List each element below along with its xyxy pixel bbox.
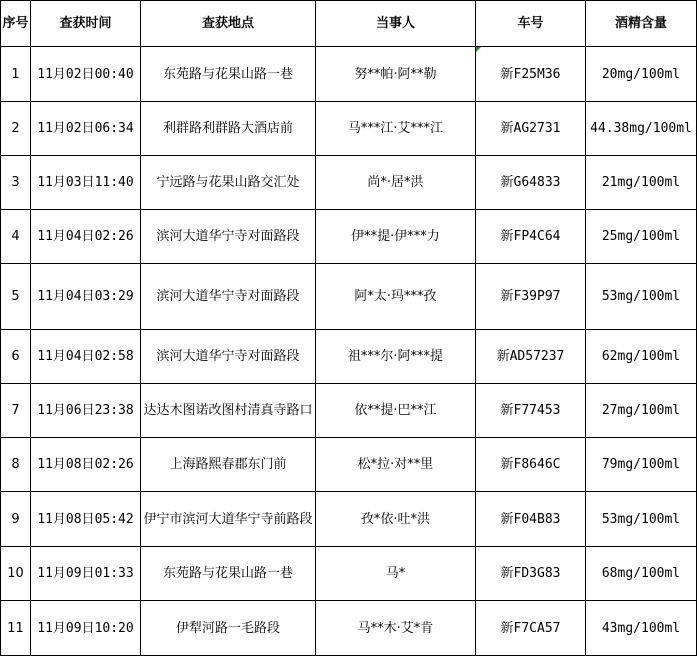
cell-plate: 新F04B83: [476, 492, 586, 547]
cell-time: 11月03日11:40: [31, 156, 141, 210]
cell-person: 马***江·艾***江: [316, 102, 476, 156]
cell-index: 4: [1, 210, 31, 264]
cell-person: 伊**提·伊***力: [316, 210, 476, 264]
cell-alcohol: 25mg/100ml: [586, 210, 697, 264]
table-row: [1, 547, 697, 601]
header-index: 序号: [1, 1, 31, 47]
cell-time: 11月04日02:26: [31, 210, 141, 264]
header-plate: 车号: [476, 1, 586, 47]
table-row: [1, 384, 697, 438]
cell-location: 伊犁河路一毛路段: [141, 601, 316, 656]
cell-alcohol: 53mg/100ml: [586, 264, 697, 330]
cell-time: 11月08日02:26: [31, 438, 141, 492]
cell-alcohol: 27mg/100ml: [586, 384, 697, 438]
cell-index: 11: [1, 601, 31, 656]
cell-person: 孜*依·吐*洪: [316, 492, 476, 547]
cell-index: 10: [1, 547, 31, 601]
cell-location: 上海路熙春郡东门前: [141, 438, 316, 492]
cell-alcohol: 53mg/100ml: [586, 492, 697, 547]
cell-alcohol: 79mg/100ml: [586, 438, 697, 492]
cell-location: 滨河大道华宁寺对面路段: [141, 330, 316, 384]
table-row: [1, 330, 697, 384]
cell-plate: 新FP4C64: [476, 210, 586, 264]
cell-plate-text: 新F25M36: [500, 66, 561, 82]
table-row: [1, 438, 697, 492]
cell-time: 11月09日10:20: [31, 601, 141, 656]
cell-location: 达达木图诺改图村清真寺路口: [141, 384, 316, 438]
cell-location: 利群路利群路大酒店前: [141, 102, 316, 156]
cell-index: 2: [1, 102, 31, 156]
cell-plate: 新G64833: [476, 156, 586, 210]
cell-plate: 新AD57237: [476, 330, 586, 384]
cell-plate: 新F7CA57: [476, 601, 586, 656]
cell-index: 1: [1, 47, 31, 102]
cell-location: 滨河大道华宁寺对面路段: [141, 264, 316, 330]
cell-location: 东苑路与花果山路一巷: [141, 547, 316, 601]
cell-time: 11月04日03:29: [31, 264, 141, 330]
cell-alcohol: 62mg/100ml: [586, 330, 697, 384]
cell-index: 9: [1, 492, 31, 547]
cell-corner-marker: [476, 47, 481, 52]
cell-person: 松*拉·对**里: [316, 438, 476, 492]
header-alcohol: 酒精含量: [586, 1, 697, 47]
table-row: [1, 47, 697, 102]
cell-index: 7: [1, 384, 31, 438]
cell-location: 东苑路与花果山路一巷: [141, 47, 316, 102]
cell-time: 11月09日01:33: [31, 547, 141, 601]
cell-person: 努**帕·阿**勒: [316, 47, 476, 102]
cell-person: 马*: [316, 547, 476, 601]
cell-person: 尚*·居*洪: [316, 156, 476, 210]
table-row: [1, 210, 697, 264]
cell-plate: 新FD3G83: [476, 547, 586, 601]
table-row: [1, 264, 697, 330]
cell-plate: 新AG2731: [476, 102, 586, 156]
table-row: [1, 102, 697, 156]
header-person: 当事人: [316, 1, 476, 47]
cell-alcohol: 21mg/100ml: [586, 156, 697, 210]
cell-index: 3: [1, 156, 31, 210]
table-row: [1, 601, 697, 656]
cell-location: 伊宁市滨河大道华宁寺前路段: [141, 492, 316, 547]
header-location: 查获地点: [141, 1, 316, 47]
table-row: [1, 492, 697, 547]
cell-time: 11月06日23:38: [31, 384, 141, 438]
table-row: [1, 156, 697, 210]
header-row: [1, 1, 697, 47]
cell-index: 8: [1, 438, 31, 492]
cell-person: 马**木·艾*肯: [316, 601, 476, 656]
cell-alcohol: 20mg/100ml: [586, 47, 697, 102]
cell-person: 依**提·巴**江: [316, 384, 476, 438]
cell-location: 滨河大道华宁寺对面路段: [141, 210, 316, 264]
cell-alcohol: 44.38mg/100ml: [586, 102, 697, 156]
cell-time: 11月04日02:58: [31, 330, 141, 384]
cell-location: 宁远路与花果山路交汇处: [141, 156, 316, 210]
cell-person: 祖***尔·阿***提: [316, 330, 476, 384]
cell-plate: [476, 47, 586, 102]
cell-plate: 新F39P97: [476, 264, 586, 330]
cell-alcohol: 68mg/100ml: [586, 547, 697, 601]
cell-plate: 新F8646C: [476, 438, 586, 492]
cell-time: 11月02日00:40: [31, 47, 141, 102]
cell-time: 11月02日06:34: [31, 102, 141, 156]
cell-index: 6: [1, 330, 31, 384]
cell-time: 11月08日05:42: [31, 492, 141, 547]
cell-alcohol: 43mg/100ml: [586, 601, 697, 656]
header-time: 查获时间: [31, 1, 141, 47]
cell-person: 阿*太·玛***孜: [316, 264, 476, 330]
cell-index: 5: [1, 264, 31, 330]
cell-plate: 新F77453: [476, 384, 586, 438]
